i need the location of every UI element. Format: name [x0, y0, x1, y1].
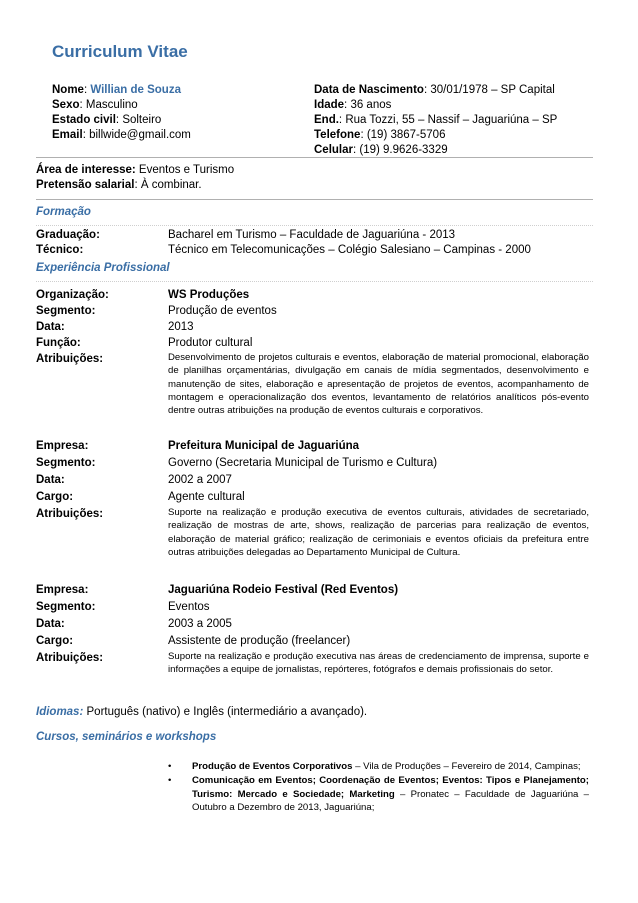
course-details: – Vila de Produções – Fevereiro de 2014, Campinas;: [352, 761, 581, 772]
job-duties-text: Suporte na realização e produção executiva de eventos culturais, atividades de secretariado, realização de mostras de arte, shows, realização de parcerias para realização de eventos, elaboração de material gráfico; realização de cerimoniais e eventos oficiais da prefeitura entre outras atribuições delegadas ao Departamento Municipal de Cultura.: [168, 507, 589, 558]
languages-line: [36, 705, 367, 720]
name-line: Nome: Willian de Souza: [52, 84, 181, 96]
job-date-value: 2013: [168, 321, 194, 333]
salary-label: Pretensão salarial: [36, 179, 135, 191]
job-role-row: [36, 490, 593, 505]
civil-label: Estado civil: [52, 114, 116, 126]
job-org-value: Jaguariúna Rodeio Festival (Red Eventos): [168, 584, 399, 596]
list-item: [168, 774, 589, 814]
job-org-label: Organização:: [36, 289, 109, 301]
course-title: Comunicação em Eventos; Coordenação de Eventos; Eventos: Tipos e Planejamento; Turismo: Mercado e Sociedade; Marketing: [192, 775, 589, 800]
education-row: Graduação: Bacharel em Turismo – Faculdade de Jaguariúna - 2013: [36, 229, 456, 241]
job-role-value: Assistente de produção (freelancer): [168, 635, 351, 647]
email-line: Email: billwide@gmail.com: [52, 129, 191, 141]
sex-label: Sexo: [52, 99, 80, 111]
interest-block: [36, 163, 593, 193]
job-org-row: [36, 288, 593, 303]
job-org-row: [36, 439, 593, 454]
phone-value: (19) 3867-5706: [366, 129, 446, 141]
divider: [36, 199, 593, 200]
address-value: Rua Tozzi, 55 – Nassif – Jaguariúna – SP: [345, 114, 558, 126]
job-date-value: 2003 a 2005: [168, 618, 232, 630]
education-value: Técnico em Telecomunicações – Colégio Salesiano – Campinas - 2000: [168, 244, 531, 256]
job-duties-label: Atribuições:: [36, 652, 104, 664]
job-org-row: [36, 583, 593, 598]
sex-value: Masculino: [85, 99, 138, 111]
job-org-value: WS Produções: [168, 289, 250, 301]
job-duties-label: Atribuições:: [36, 508, 104, 520]
job-seg-row: [36, 304, 593, 319]
civil-line: Estado civil: Solteiro: [52, 114, 162, 126]
job-role-label: Cargo:: [36, 491, 74, 503]
job-seg-row: [36, 456, 593, 471]
address-line: End.: Rua Tozzi, 55 – Nassif – Jaguariúna – SP: [314, 114, 558, 126]
age-value: 36 anos: [350, 99, 392, 111]
education-row: Técnico: Técnico em Telecomunicações – Colégio Salesiano – Campinas - 2000: [36, 244, 531, 256]
birth-label: Data de Nascimento: [314, 84, 424, 96]
salary-line: Pretensão salarial: À combinar.: [36, 179, 202, 191]
job-org-label: Empresa:: [36, 584, 89, 596]
education-label: Técnico: [36, 244, 80, 256]
email-label: Email: [52, 129, 83, 141]
job-role-value: Agente cultural: [168, 491, 245, 503]
salary-value: À combinar.: [140, 179, 202, 191]
area-value: Eventos e Turismo: [138, 164, 235, 176]
job-seg-label: Segmento:: [36, 601, 96, 613]
age-line: Idade: 36 anos: [314, 99, 392, 111]
job-seg-value: Eventos: [168, 601, 210, 613]
job-date-label: Data:: [36, 474, 65, 486]
job-org-label: Empresa:: [36, 440, 89, 452]
job-duties-text: Desenvolvimento de projetos culturais e eventos, elaboração de material promocional, elaboração de planilhas orçamentárias, divulgação em canais de mídia segmentados, desenvolvimento e manutenção de sites, elaboração e apresentação de projetos de eventos, acompanhamento de montagem e operacionalização dos eventos, levantamento de relatórios analíticos pós-evento dentre outras atribuições na produção de eventos culturais e corporativos.: [168, 352, 589, 417]
job-date-value: 2002 a 2007: [168, 474, 232, 486]
courses-list: [168, 760, 589, 815]
education-value: Bacharel em Turismo – Faculdade de Jaguariúna - 2013: [168, 229, 456, 241]
personal-left: [52, 83, 312, 143]
address-label: End.: [314, 114, 339, 126]
job-role-label: Cargo:: [36, 635, 74, 647]
cell-line: Celular: (19) 9.9626-3329: [314, 144, 448, 156]
job-seg-label: Segmento:: [36, 305, 96, 317]
job-date-row: [36, 617, 593, 632]
job-date-row: [36, 320, 593, 335]
age-label: Idade: [314, 99, 345, 111]
job-duties-label: Atribuições:: [36, 353, 104, 365]
divider: [36, 281, 593, 282]
divider: [36, 225, 593, 226]
job-seg-row: [36, 600, 593, 615]
area-label: Área de interesse:: [36, 164, 136, 176]
languages-value: Português (nativo) e Inglês (intermediário a avançado).: [86, 706, 368, 718]
job-seg-label: Segmento:: [36, 457, 96, 469]
job-role-row: [36, 634, 593, 649]
job-role-label: Função:: [36, 337, 81, 349]
list-item: [168, 760, 589, 773]
courses-heading: Cursos, seminários e workshops: [36, 731, 217, 743]
job-role-value: Produtor cultural: [168, 337, 253, 349]
email-value: billwide@gmail.com: [89, 129, 191, 141]
phone-label: Telefone: [314, 129, 361, 141]
civil-value: Solteiro: [122, 114, 162, 126]
sex-line: Sexo: Masculino: [52, 99, 138, 111]
birth-value: 30/01/1978 – SP Capital: [430, 84, 555, 96]
page-title: Curriculum Vitae: [52, 42, 188, 61]
languages-label: Idiomas:: [36, 706, 84, 718]
job-duties-text: Suporte na realização e produção executiva nas áreas de credenciamento de imprensa, suporte e informações a equipe de jornalistas, repórteres, fotógrafos e demais profissionais do setor.: [168, 651, 589, 676]
job-date-label: Data:: [36, 321, 65, 333]
cell-label: Celular: [314, 144, 353, 156]
education-label: Graduação: [36, 229, 97, 241]
course-details: – Pronatec – Faculdade de Jaguariúna – Outubro a Dezembro de 2013, Jaguariúna;: [192, 788, 589, 813]
job-seg-value: Produção de eventos: [168, 305, 277, 317]
job-seg-value: Governo (Secretaria Municipal de Turismo e Cultura): [168, 457, 438, 469]
cell-value: (19) 9.9626-3329: [359, 144, 448, 156]
bullet-icon: •: [168, 775, 172, 787]
course-title: Produção de Eventos Corporativos: [192, 761, 353, 772]
education-heading: Formação: [36, 206, 91, 218]
job-date-label: Data:: [36, 618, 65, 630]
phone-line: Telefone: (19) 3867-5706: [314, 129, 446, 141]
divider: [36, 157, 593, 158]
name-label: Nome: [52, 84, 84, 96]
job-role-row: [36, 336, 593, 351]
area-line: [36, 163, 593, 178]
experience-heading: Experiência Profissional: [36, 262, 170, 274]
birth-line: Data de Nascimento: 30/01/1978 – SP Capital: [314, 84, 555, 96]
name-value: Willian de Souza: [90, 84, 181, 96]
job-org-value: Prefeitura Municipal de Jaguariúna: [168, 440, 360, 452]
bullet-icon: •: [168, 761, 172, 772]
personal-right: [314, 83, 594, 158]
job-date-row: [36, 473, 593, 488]
